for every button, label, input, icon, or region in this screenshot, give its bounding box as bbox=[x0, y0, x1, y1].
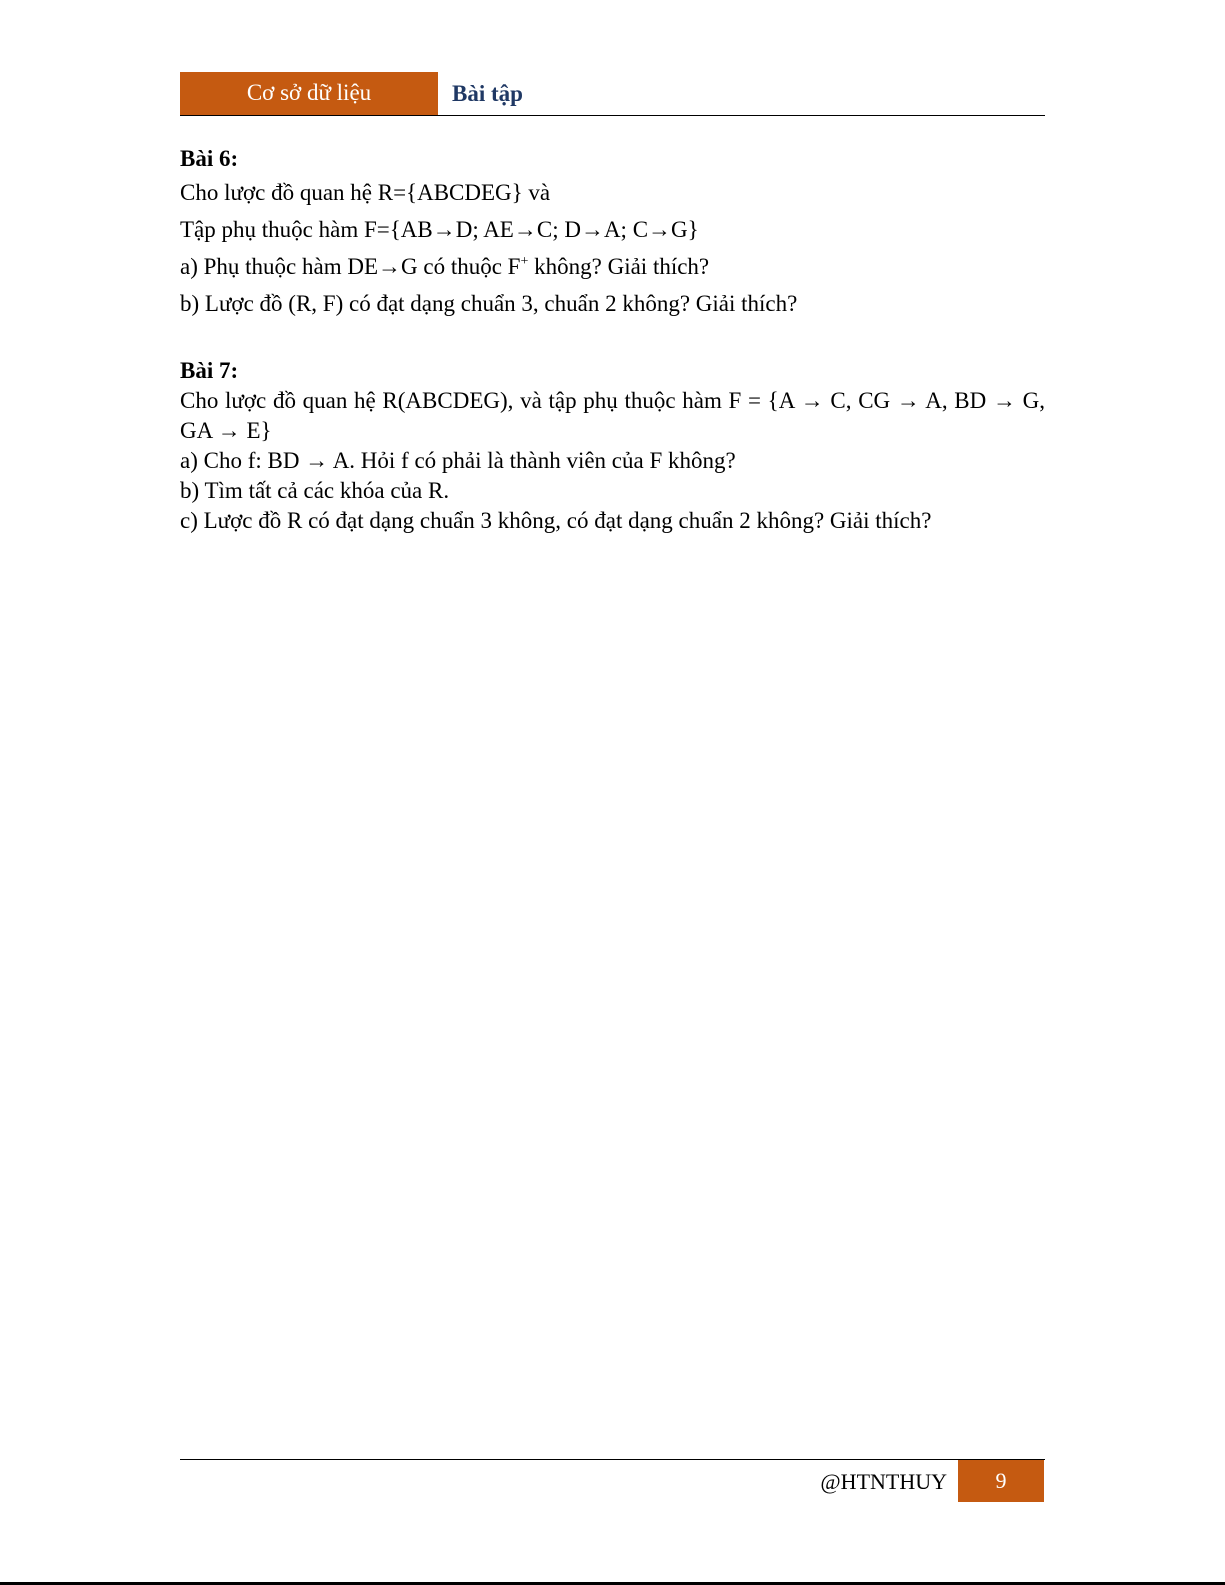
exercise-7-question-a: a) Cho f: BD → A. Hỏi f có phải là thành viên của F không? bbox=[180, 448, 736, 473]
page-header bbox=[180, 72, 1045, 116]
exercise-7-title: Bài 7: bbox=[180, 358, 239, 383]
closure-superscript: + bbox=[520, 254, 529, 269]
exercise-6-question-b: b) Lược đồ (R, F) có đạt dạng chuẩn 3, chuẩn 2 không? Giải thích? bbox=[180, 291, 798, 316]
exercise-6-question-a-end: không? Giải thích? bbox=[528, 254, 710, 279]
exercise-6-line-2: Tập phụ thuộc hàm F={AB→D; AE→C; D→A; C→G} bbox=[180, 217, 699, 242]
page-number-box: 9 bbox=[958, 1460, 1044, 1502]
exercise-7-question-b: b) Tìm tất cả các khóa của R. bbox=[180, 478, 450, 503]
exercise-6-question-a-text: a) Phụ thuộc hàm DE→G có thuộc F bbox=[180, 254, 521, 279]
footer-divider bbox=[180, 1459, 1045, 1460]
spacer bbox=[180, 322, 1045, 355]
exercise-7-intro: Cho lược đồ quan hệ R(ABCDEG), và tập phụ thuộc hàm F = {A → C, CG → A, BD → G, GA → E} bbox=[180, 388, 1045, 443]
document-body bbox=[180, 143, 1045, 536]
section-title: Bài tập bbox=[452, 81, 523, 106]
footer-author: @HTNTHUY bbox=[820, 1469, 947, 1494]
exercise-6-question-a bbox=[180, 248, 1045, 285]
exercise-6-line-1: Cho lược đồ quan hệ R={ABCDEG} và bbox=[180, 180, 551, 205]
course-name-box: Cơ sở dữ liệu bbox=[180, 72, 438, 115]
exercise-7-question-c: c) Lược đồ R có đạt dạng chuẩn 3 không, có đạt dạng chuẩn 2 không? Giải thích? bbox=[180, 508, 932, 533]
exercise-6-title: Bài 6: bbox=[180, 146, 239, 171]
